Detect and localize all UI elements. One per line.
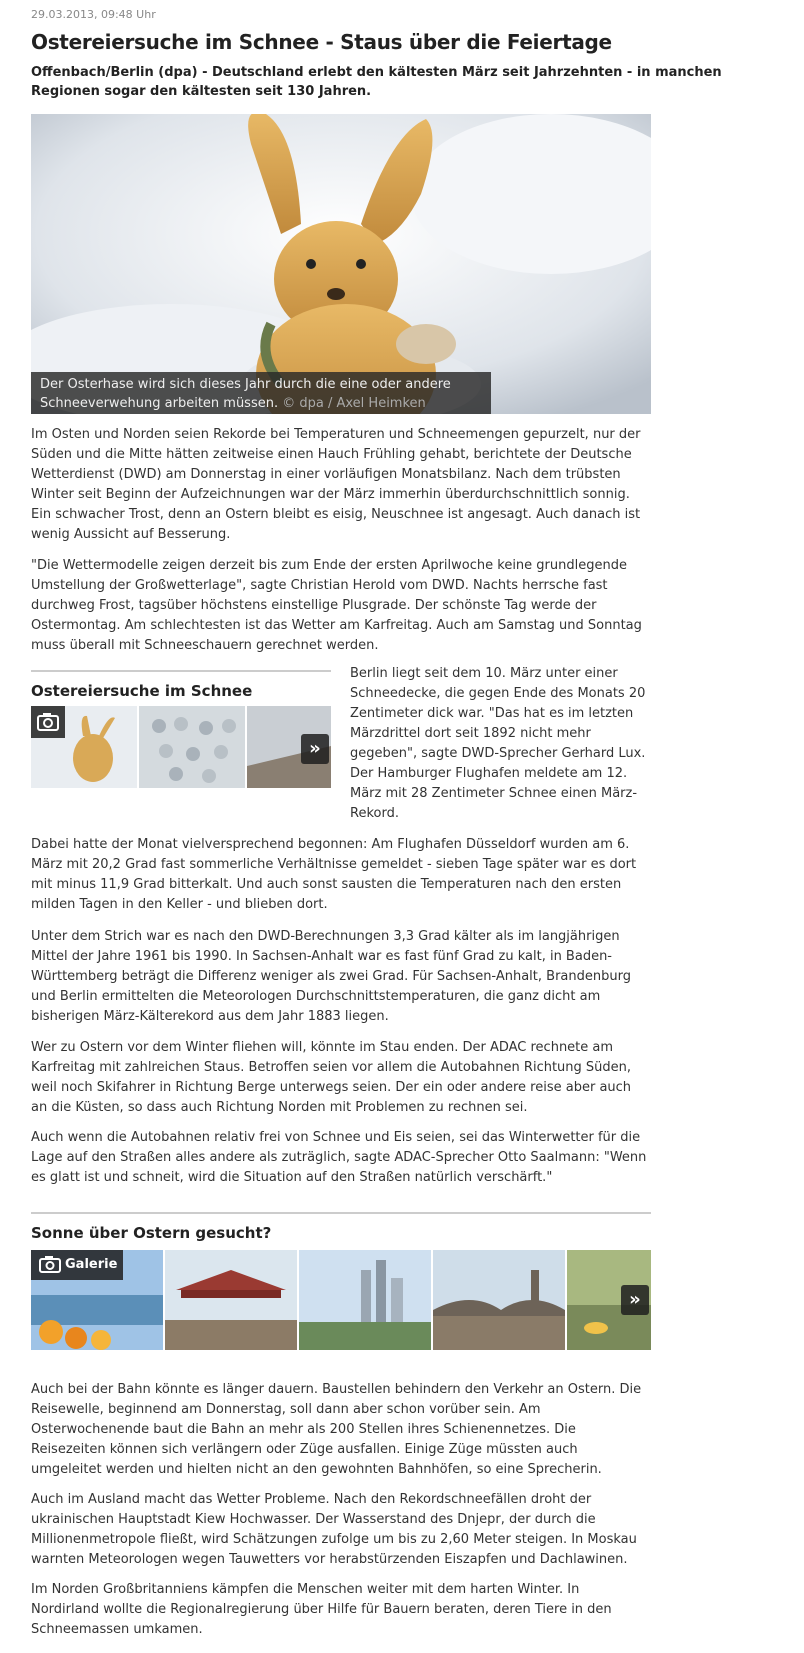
camera-icon (35, 1250, 65, 1280)
paragraph-text: Im Osten und Norden seien Rekorde bei Temperaturen und Schneemengen gepurzelt, nur der Süden und die Mitte hätten zeitweise einen Hauch Frühling gehabt, berichtete der Deutsche Wetterdienst (DWD) am Donnerstag in einer vorläufigen Monatsbilanz. Nach dem trübsten Winter seit Beginn der Aufzeichnungen war der März immerhin überdurchschnittlich sonnig. Ein schwacher Trost, denn an Ostern bleibt es eisig, Neuschnee ist angesagt. Auch danach ist wenig Aussicht auf Besserung. (31, 427, 641, 542)
gallery-title[interactable]: Ostereiersuche im Schnee (31, 682, 253, 700)
double-chevron-right-icon[interactable]: » (621, 1285, 649, 1315)
gallery-thumbnails[interactable] (31, 1250, 651, 1350)
paragraph-text: Wer zu Ostern vor dem Winter fliehen will, könnte im Stau enden. Der ADAC rechnete am Karfreitag mit zahlreichen Staus. Betroffen seien vor allem die Autobahnen Richtung Süden, weil noch Skifahrer in Richtung Berge unterwegs seien. Der ein oder andere reise aber auch an die Küsten, so dass auch Richtung Norden mit Problemen zu rechnen sei. (31, 1040, 632, 1115)
divider (31, 1212, 651, 1214)
paragraph-3 (350, 664, 652, 824)
gallery-title[interactable]: Sonne über Ostern gesucht? (31, 1224, 272, 1242)
paragraph-text: Auch wenn die Autobahnen relativ frei von Schnee und Eis seien, sei das Winterwetter für die Lage auf den Straßen alles andere als zuträglich, sagte ADAC-Sprecher Otto Saalmann: "Wenn es glatt ist und schneit, wird die Situation auf den Straßen natürlich verschärft." (31, 1130, 647, 1185)
article-date: 29.03.2013, 09:48 Uhr (31, 8, 156, 21)
gallery-label-text: Galerie (65, 1257, 118, 1272)
hero-credit: © dpa / Axel Heimken (282, 396, 426, 411)
hero-image[interactable] (31, 114, 651, 414)
paragraph-2 (31, 556, 651, 656)
divider (31, 670, 331, 672)
camera-icon (31, 706, 65, 738)
article-title: Ostereiersuche im Schnee - Staus über die Feiertage (31, 30, 612, 54)
easter-bunny-snow-image (31, 114, 651, 414)
article-lead: Offenbach/Berlin (dpa) - Deutschland erlebt den kältesten März seit Jahrzehnten - in manchen Regionen sogar den kältesten seit 130 Jahren. (31, 65, 722, 99)
paragraph-7 (31, 1128, 651, 1188)
thumbnail-strip (31, 1250, 651, 1350)
hero-caption-text: Der Osterhase wird sich dieses Jahr durch die eine oder andere Schneeverwehung arbeiten müssen. (40, 377, 451, 411)
paragraph-10 (31, 1580, 651, 1640)
paragraph-9 (31, 1490, 651, 1570)
paragraph-text: Dabei hatte der Monat vielversprechend begonnen: Am Flughafen Düsseldorf wurden am 6. März mit 20,2 Grad fast sommerliche Verhältnisse gemeldet - sieben Tage später war es dort mit minus 11,9 Grad bitterkalt. Und auch sonst sausten die Temperaturen nach den ersten milden Tagen in den Keller - und blieben dort. (31, 837, 637, 912)
paragraph-text: Auch bei der Bahn könnte es länger dauern. Baustellen behindern den Verkehr an Ostern. Die Reisewelle, beginnend am Donnerstag, soll dann aber schon vorüber sein. Am Osterwochenende baut die Bahn an mehr als 200 Stellen ihres Schienennetzes. Die Reisezeiten können sich verlängern oder Züge ausfallen. Einige Züge müssten auch umgeleitet werden und hielten nicht an den gewohnten Bahnhöfen, so eine Sprecherin. (31, 1382, 642, 1477)
paragraph-1 (31, 425, 651, 545)
paragraph-text: Unter dem Strich war es nach den DWD-Berechnungen 3,3 Grad kälter als im langjährigen Mittel der Jahre 1961 bis 1990. In Sachsen-Anhalt war es fast fünf Grad zu kalt, in Baden-Württemberg beträgt die Differenz weniger als zwei Grad. Für Sachsen-Anhalt, Brandenburg und Berlin ermittelten die Meteorologen Durchschnittstemperaturen, die ganz dicht am bisherigen März-Kälterekord aus dem Jahr 1883 liegen. (31, 929, 631, 1024)
paragraph-4 (31, 835, 651, 915)
paragraph-8 (31, 1380, 651, 1480)
thumbnail-strip (31, 706, 331, 788)
paragraph-text: Im Norden Großbritanniens kämpfen die Menschen weiter mit dem harten Winter. In Nordirland wollte die Regionalregierung über Hilfe für Bauern beraten, deren Tiere in den Schneemassen umkamen. (31, 1582, 612, 1637)
gallery-label[interactable] (31, 1250, 123, 1280)
hero-caption (31, 372, 491, 414)
paragraph-6 (31, 1038, 651, 1118)
gallery-thumbnails[interactable] (31, 706, 331, 788)
paragraph-text: Auch im Ausland macht das Wetter Probleme. Nach den Rekordschneefällen droht der ukrainischen Hauptstadt Kiew Hochwasser. Der Wasserstand des Dnjepr, der durch die Millionenmetropole fließt, wird Schätzungen zufolge um bis zu 2,60 Meter steigen. In Moskau warnten Meteorologen wegen Tauwetters vor herabstürzenden Eiszapfen und Dachlawinen. (31, 1492, 637, 1567)
paragraph-text: "Die Wettermodelle zeigen derzeit bis zum Ende der ersten Aprilwoche keine grundlegende Umstellung der Großwetterlage", sagte Christian Herold vom DWD. Nachts herrsche fast durchweg Frost, tagsüber höchstens einstellige Plusgrade. Der schönste Tag werde der Ostermontag. Am schlechtesten ist das Wetter am Karfreitag. Auch am Samstag und Sonntag muss überall mit Schneeschauern gerechnet werden. (31, 558, 642, 653)
paragraph-5 (31, 927, 651, 1027)
double-chevron-right-icon[interactable]: » (301, 734, 329, 764)
paragraph-text: Berlin liegt seit dem 10. März unter einer Schneedecke, die gegen Ende des Monats 20 Zentimeter dick war. "Das hat es im letzten Märzdrittel dort seit 1892 nicht mehr gegeben", sagte DWD-Sprecher Gerhard Lux. Der Hamburger Flughafen meldete am 12. März mit 28 Zentimeter Schnee einen März-Rekord. (350, 666, 646, 821)
